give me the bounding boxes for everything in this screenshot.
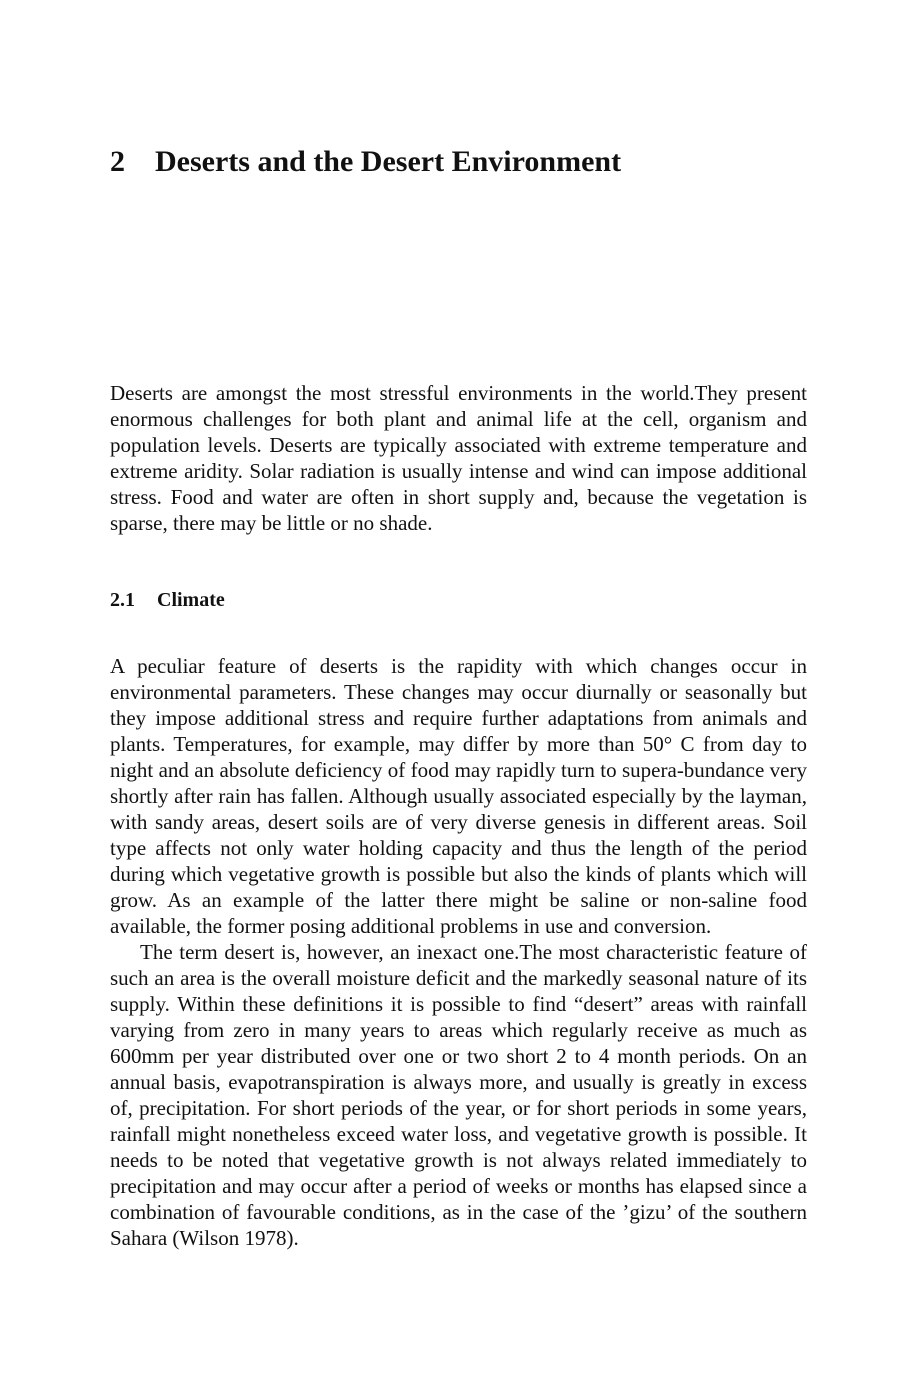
chapter-number: 2 (110, 145, 125, 178)
body-paragraph: The term desert is, however, an inexact one.The most characteristic feature of such an area is the overall moisture deficit and the markedly seasonal nature of its supply. Within these definitions it is possible to find “desert” areas with rainfall varying from zero in many years to areas which regularly receive as much as 600mm per year distributed over one or two short 2 to 4 month periods. On an annual basis, evapotranspiration is always more, and usually is greatly in excess of, precipitation. For short periods of the year, or for short periods in some years, rainfall might nonetheless exceed water loss, and vegetative growth is possible. It needs to be noted that vegetative growth is not always related immediately to precipitation and may occur after a period of weeks or months has elapsed since a combination of favourable conditions, as in the case of the ’gizu’ of the southern Sahara (Wilson 1978). (110, 940, 807, 1250)
intro-paragraph: Deserts are amongst the most stressful environments in the world.They present enormous challenges for both plant and animal life at the cell, organism and population levels. Deserts are typically associated with extreme temperature and extreme aridity. Solar radiation is usually intense and wind can impose additional stress. Food and water are often in short supply and, because the vegetation is sparse, there may be little or no shade. (110, 381, 807, 535)
section-number: 2.1 (110, 589, 135, 611)
intro-section (110, 380, 807, 536)
chapter-heading (110, 142, 810, 182)
body-paragraph: A peculiar feature of deserts is the rapidity with which changes occur in environmental parameters. These changes may occur diurnally or seasonally but they impose additional stress and require further adaptations from animals and plants. Temperatures, for example, may differ by more than 50° C from day to night and an absolute deficiency of food may rapidly turn to supera-bundance very shortly after rain has fallen. Although usually associated especially by the layman, with sandy areas, desert soils are of very diverse genesis in different areas. Soil type affects not only water holding capacity and thus the length of the period during which vegetative growth is possible but also the kinds of plants which will grow. As an example of the latter there might be saline or non-saline food available, the former posing additional problems in use and conversion. (110, 654, 807, 938)
section-heading (110, 587, 510, 613)
chapter-title: Deserts and the Desert Environment (155, 145, 622, 178)
section-title: Climate (157, 589, 225, 611)
section-body (110, 653, 807, 1251)
